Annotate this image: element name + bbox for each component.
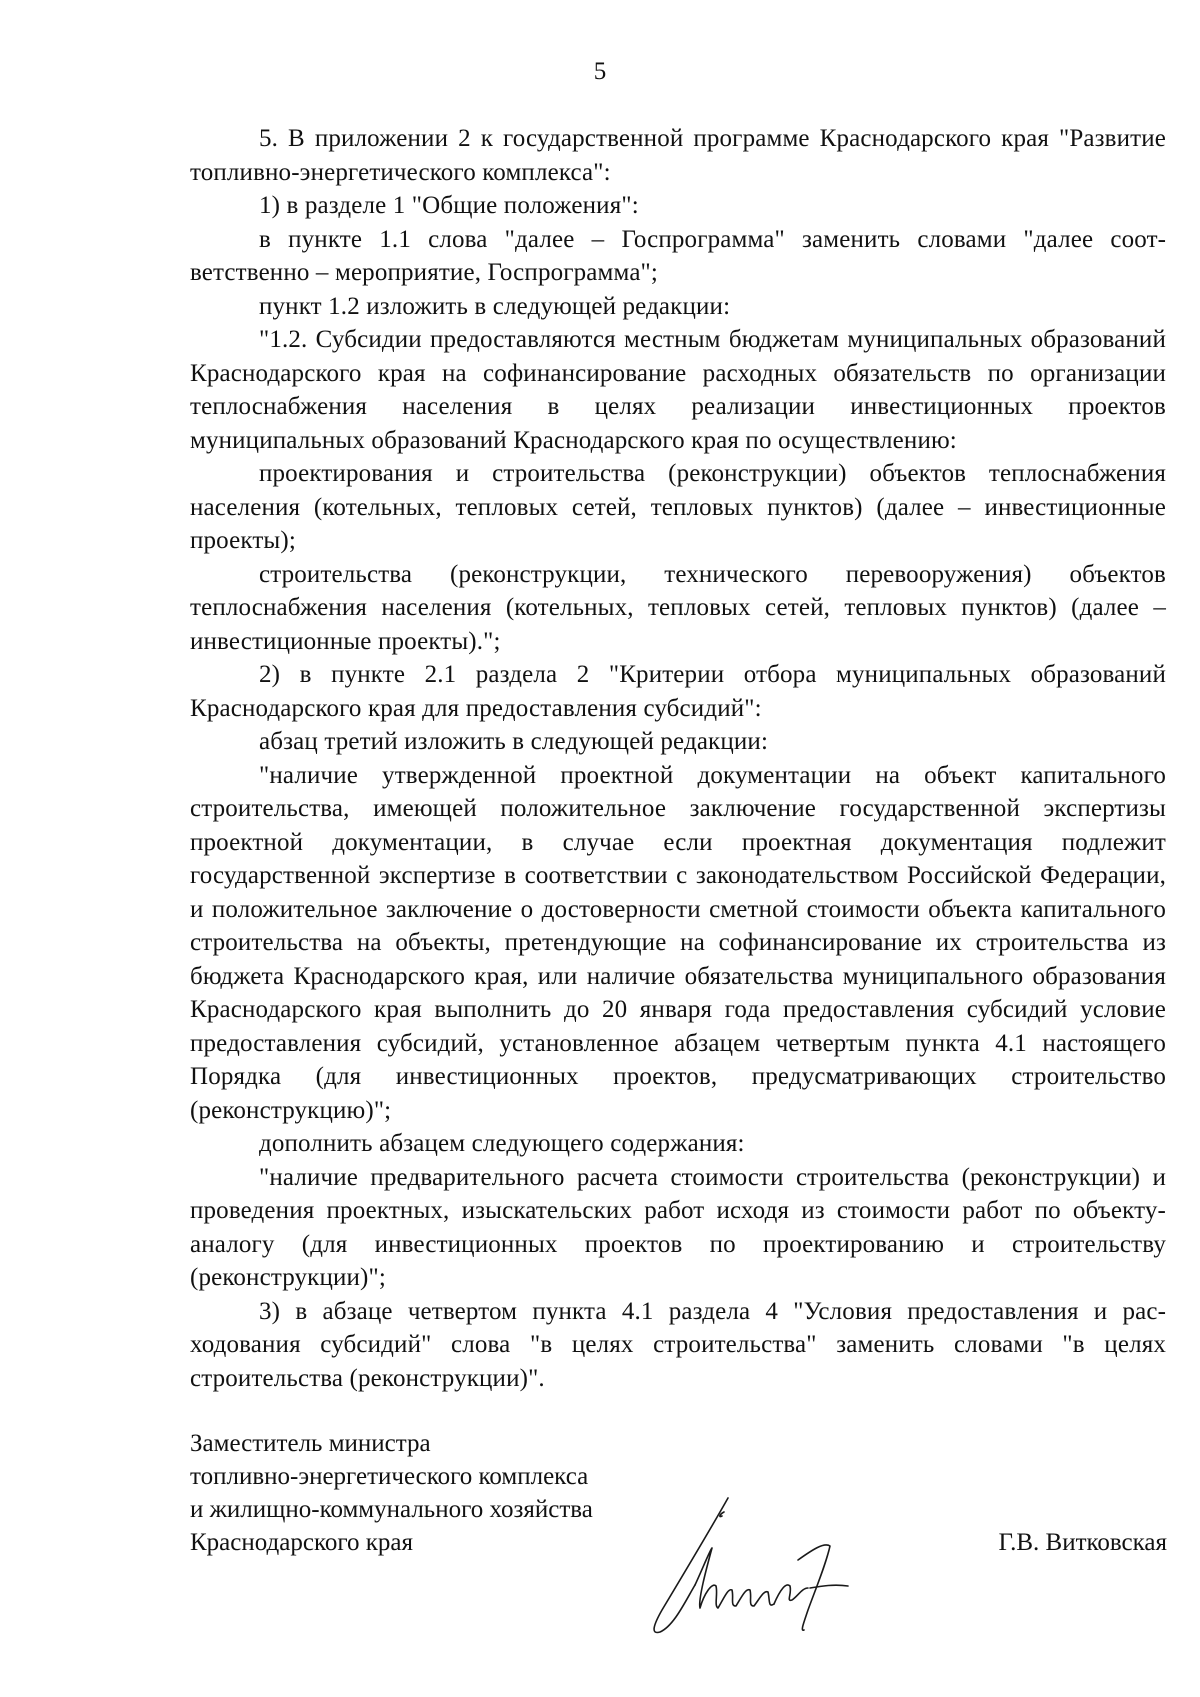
paragraph-approved-documentation: "наличие утвержденной проектной документации на объект капитального строительства, имеющей положительное заключение государственной экспертизы проектной документации, в случае если проектная документация подлежит государственной экспертизе в соответствии с законодательством Российской Федерации, и положительное заключение о достоверности сметной стоимости объекта капитального строительства на объекты, претендующие на софинансирование их строительства из бюджета Краснодарского края, или наличие обязательства муниципального образования Краснодарского края выполнить до 20 января года предоставления субсидий условие предоставления субсидий, установленное абзацем четвертым пункта 4.1 настоящего Порядка (для инвестиционных проектов, предусматривающих строительство (реконструкцию)";: [190, 761, 1166, 1124]
paragraph-section-4: 3) в абзаце четвертом пункта 4.1 раздела 4 "Условия предоставления и расходования субсидий" слова "в целях строительства" заменить словами "в целях строительства (реконструкции)".: [190, 1297, 1166, 1392]
signer-position: [190, 1427, 670, 1559]
paragraph-amendment-5: 5. В приложении 2 к государственной программе Краснодарского края "Развитие топливно-энергетического комплекса":: [190, 125, 1166, 186]
page-number: 5: [593, 58, 607, 85]
signer-position-line: и жилищно-коммунального хозяйства: [190, 1496, 593, 1523]
signer-position-line: топливно-энергетического комплекса: [190, 1463, 589, 1490]
paragraph-third-indent-intro: абзац третий изложить в следующей редакции:: [259, 728, 769, 755]
signer-position-line: Заместитель министра: [190, 1430, 431, 1457]
signer-position-line: Краснодарского края: [190, 1529, 413, 1556]
paragraph-add-indent-intro: дополнить абзацем следующего содержания:: [259, 1130, 745, 1157]
signer-name: Г.В. Витковская: [998, 1529, 1167, 1556]
paragraph-section-1: 1) в разделе 1 "Общие положения":: [259, 192, 639, 219]
document-body: [190, 122, 1166, 1395]
handwritten-signature: [640, 1490, 880, 1640]
paragraph-item-1-1: в пункте 1.1 слова "далее – Госпрограмма" заменить словами "далее соответственно – мероприятие, Госпрограмма";: [190, 225, 1166, 286]
paragraph-preliminary-calculation: "наличие предварительного расчета стоимости строительства (реконструкции) и проведения проектных, изыскательских работ исходя из стоимости работ по объекту-аналогу (для инвестиционных проектов по проектированию и строительству (реконструкции)";: [190, 1163, 1166, 1291]
paragraph-construction-reequipment: строительства (реконструкции, технического перевооружения) объектов теплоснабжения населения (котельных, тепловых сетей, тепловых пунктов) (далее – инвестиционные проекты).";: [190, 560, 1166, 655]
paragraph-section-2: 2) в пункте 2.1 раздела 2 "Критерии отбора муниципальных образований Краснодарского края для предоставления субсидий":: [190, 661, 1166, 722]
paragraph-design-construction: проектирования и строительства (реконструкции) объектов теплоснабжения населения (котельных, тепловых сетей, тепловых пунктов) (далее – инвестиционные проекты);: [190, 460, 1166, 554]
paragraph-item-1-2-text: "1.2. Субсидии предоставляются местным бюджетам муниципальных образований Краснодарского края на софинансирование расходных обязательств по организации теплоснабжения населения в целях реализации инвестиционных проектов муниципальных образований Краснодарского края по осуществлению:: [190, 326, 1166, 454]
paragraph-item-1-2-intro: пункт 1.2 изложить в следующей редакции:: [259, 292, 731, 320]
